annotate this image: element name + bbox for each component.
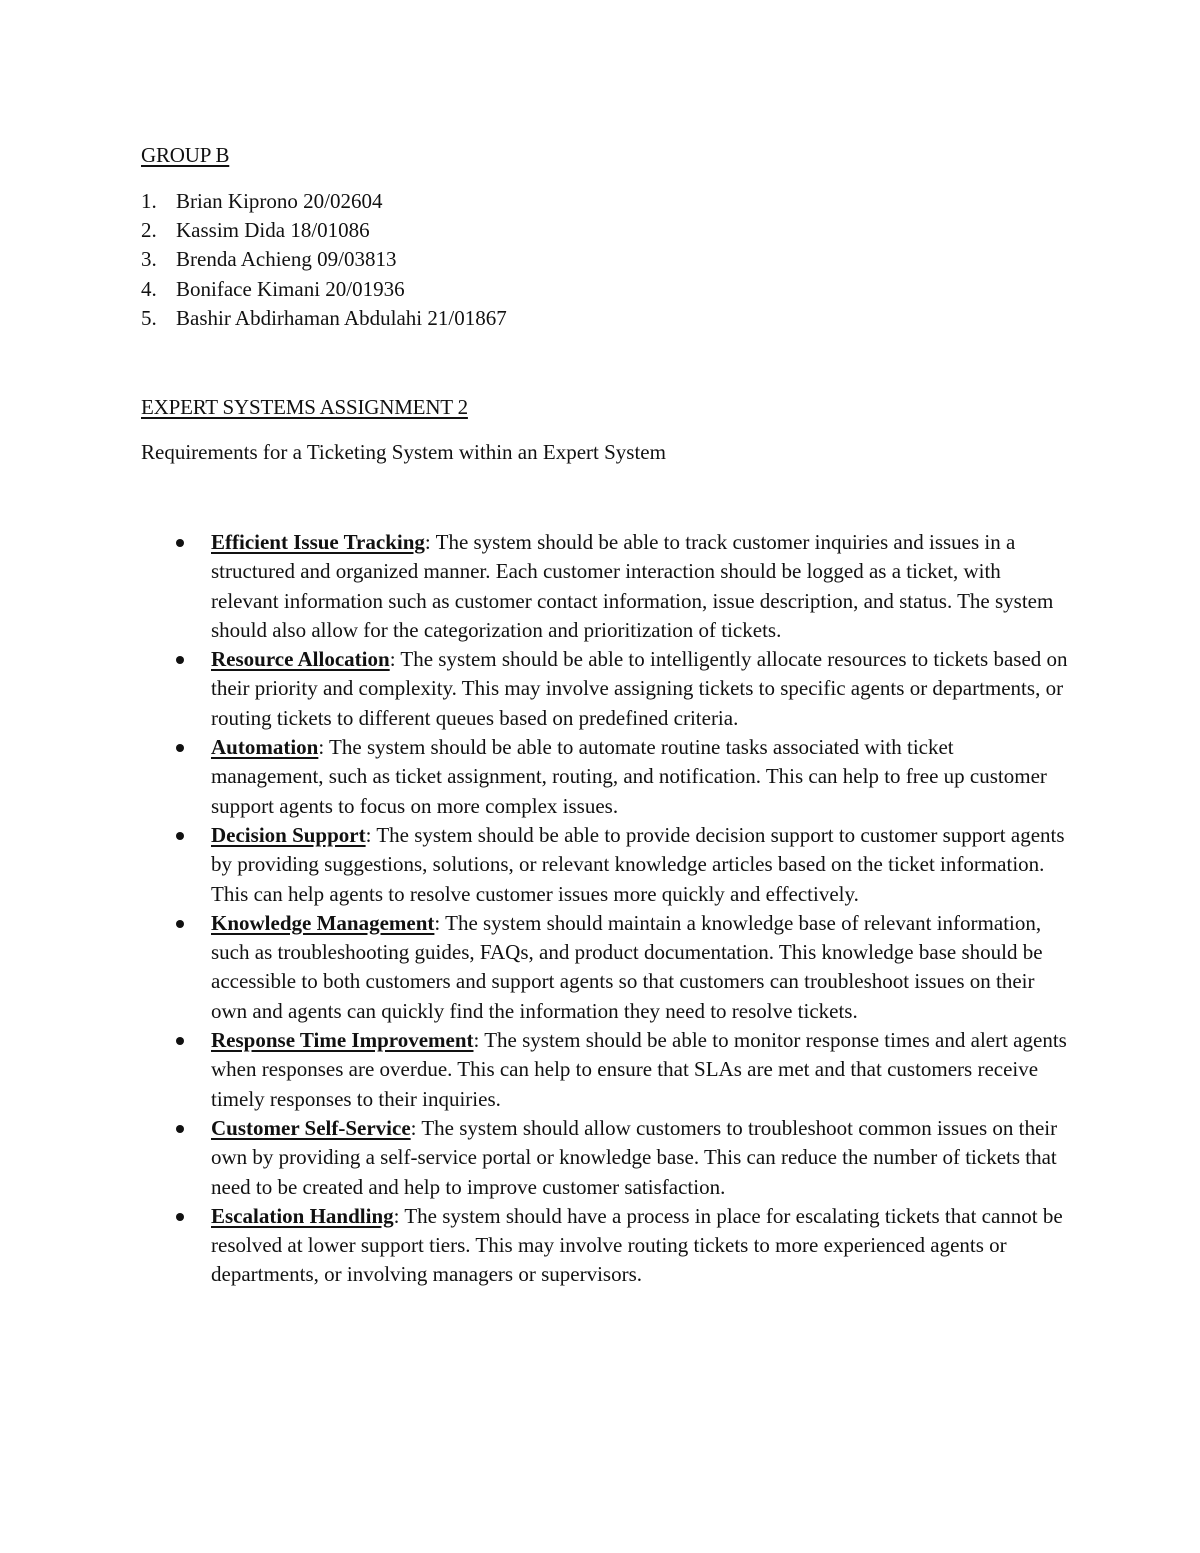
requirement-text: : The system should allow customers to troubleshoot common issues on their own by providing a self-service portal or knowledge base. This can reduce the number of tickets that need to be created and help to improve customer satisfaction. [211,1115,1058,1199]
list-item [141,1114,1071,1202]
requirement-term: Decision Support [211,822,366,847]
list-item [141,304,507,333]
requirement-term: Knowledge Management [211,910,435,935]
list-item [141,909,1071,1026]
requirement-text: : The system should maintain a knowledge base of relevant information, such as troubleshooting guides, FAQs, and product documentation. This knowledge base should be accessible to both customers and support agents so that customers can troubleshoot issues on their own and agents can quickly find the information they need to resolve tickets. [211,910,1043,1023]
member-entry: Boniface Kimani 20/01936 [176,276,405,301]
bullet-icon [176,920,184,928]
list-number: 2. [141,218,157,243]
list-number: 4. [141,276,157,301]
list-item [141,645,1071,733]
bullet-icon [176,1125,184,1133]
bullet-icon [176,656,184,664]
list-number: 1. [141,189,157,213]
requirement-term: Resource Allocation [211,647,390,672]
member-list [141,187,507,333]
list-item [141,528,1071,645]
bullet-icon [176,744,184,752]
requirement-term: Automation [211,735,319,760]
requirement-term: Escalation Handling [211,1203,394,1228]
list-item [141,187,507,216]
list-number: 3. [141,247,157,272]
bullet-icon [176,1213,184,1221]
list-item [141,821,1071,909]
requirement-term: Response Time Improvement [211,1028,474,1053]
requirement-text: : The system should be able to track customer inquiries and issues in a structured and organized manner. Each customer interaction should be logged as a ticket, with relevant information such as customer contact information, issue description, and status. The system should also allow for the categorization and prioritization of tickets. [211,530,1054,642]
list-item [141,1202,1071,1290]
requirement-term: Efficient Issue Tracking [211,530,425,554]
bullet-icon [176,832,184,840]
member-entry: Brenda Achieng 09/03813 [176,247,397,272]
list-item [141,733,1071,821]
bullet-icon [176,539,184,547]
requirements-list [141,528,1071,1290]
group-heading: GROUP B [141,143,230,167]
requirement-term: Customer Self-Service [211,1115,411,1140]
requirement-text: : The system should have a process in place for escalating tickets that cannot be resolved at lower support tiers. This may involve routing tickets to more experienced agents or departments, or involving managers or supervisors. [211,1203,1063,1287]
member-entry: Kassim Dida 18/01086 [176,218,370,243]
member-entry: Brian Kiprono 20/02604 [176,189,383,213]
list-item [141,245,507,274]
requirement-text: : The system should be able to automate routine tasks associated with ticket management, such as ticket assignment, routing, and notification. This can help to free up customer support agents to focus on more complex issues. [211,735,1047,818]
list-item [141,216,507,245]
list-number: 5. [141,305,157,330]
list-item [141,1026,1071,1114]
assignment-heading: EXPERT SYSTEMS ASSIGNMENT 2 [141,395,468,419]
list-item [141,275,507,304]
assignment-subtitle: Requirements for a Ticketing System within an Expert System [141,440,666,464]
bullet-icon [176,1037,184,1045]
requirement-text: : The system should be able to provide decision support to customer support agents by providing suggestions, solutions, or relevant knowledge articles based on the ticket information. This can help agents to resolve customer issues more quickly and effectively. [211,822,1065,906]
requirement-text: : The system should be able to monitor response times and alert agents when responses are overdue. This can help to ensure that SLAs are met and that customers receive timely responses to their inquiries. [211,1028,1067,1111]
requirement-text: : The system should be able to intelligently allocate resources to tickets based on their priority and complexity. This may involve assigning tickets to specific agents or departments, or routing tickets to different queues based on predefined criteria. [211,647,1068,730]
member-entry: Bashir Abdirhaman Abdulahi 21/01867 [176,305,507,330]
